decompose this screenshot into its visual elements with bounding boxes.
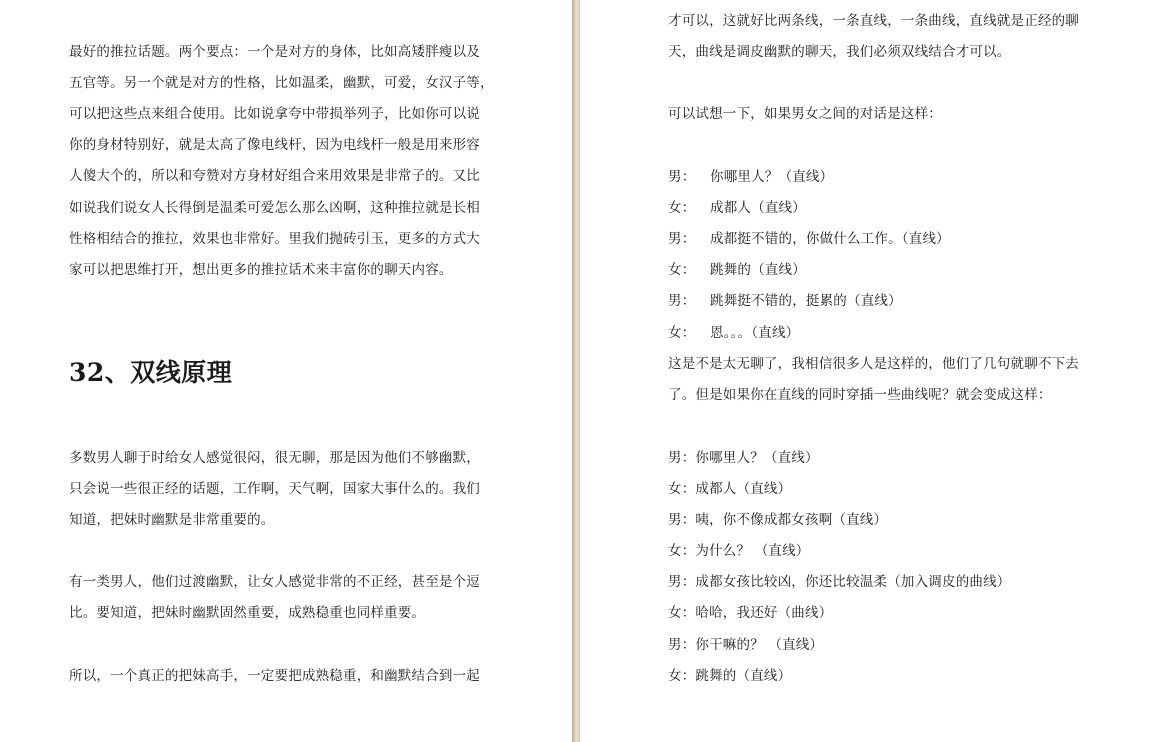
body-text-line: 只会说一些很正经的话题，工作啊，天气啊，国家大事什么的。我们 xyxy=(69,481,480,497)
dialogue-line xyxy=(668,260,806,280)
dialogue-line: 男：成都女孩比较凶，你还比较温柔（加入调皮的曲线） xyxy=(668,574,1011,590)
dialogue-line: 男：你干嘛的？ （直线） xyxy=(668,637,824,653)
dialogue-text: 恩。。。（直线） xyxy=(710,325,800,341)
body-text-line: 知道，把妹时幽默是非常重要的。 xyxy=(69,512,275,528)
body-text-line: 有一类男人，他们过渡幽默，让女人感觉非常的不正经，甚至是个逗 xyxy=(69,574,480,590)
body-text-line: 最好的推拉话题。两个要点：一个是对方的身体，比如高矮胖瘦以及 xyxy=(69,44,480,60)
dialogue-line: 女：为什么？ （直线） xyxy=(668,543,810,559)
dialogue-line xyxy=(668,167,833,187)
dialogue-line xyxy=(668,198,806,218)
dialogue-line: 女：哈哈，我还好（曲线） xyxy=(668,605,833,621)
left-page xyxy=(0,0,572,742)
speaker-label: 女： xyxy=(668,200,696,216)
body-text-line: 多数男人聊于时给女人感觉很闷，很无聊，那是因为他们不够幽默， xyxy=(69,450,480,466)
body-text-line: 家可以把思维打开，想出更多的推拉话术来丰富你的聊天内容。 xyxy=(69,262,453,278)
body-text-line: 天，曲线是调皮幽默的聊天，我们必须双线结合才可以。 xyxy=(668,44,1011,60)
body-text-line: 人傻大个的，所以和夸赞对方身材好组合来用效果是非常子的。又比 xyxy=(69,168,480,184)
book-spine xyxy=(572,0,580,742)
section-heading: 32、双线原理 xyxy=(69,358,233,387)
dialogue-line: 女：跳舞的（直线） xyxy=(668,668,792,684)
right-page xyxy=(580,0,1168,742)
body-text-line: 比。要知道，把妹时幽默固然重要，成熟稳重也同样重要。 xyxy=(69,605,426,621)
body-text-line: 如说我们说女人长得倒是温柔可爱怎么那么凶啊，这种推拉就是长相 xyxy=(69,200,480,216)
speaker-label: 女： xyxy=(668,262,696,278)
dialogue-text: 成都挺不错的，你做什么工作。（直线） xyxy=(710,231,950,247)
body-text-line: 才可以，这就好比两条线，一条直线，一条曲线，直线就是正经的聊 xyxy=(668,13,1079,29)
dialogue-line: 男：你哪里人？（直线） xyxy=(668,450,819,466)
body-text-line: 所以，一个真正的把妹高手，一定要把成熟稳重，和幽默结合到一起 xyxy=(69,668,480,684)
dialogue-line: 女：成都人（直线） xyxy=(668,481,792,497)
speaker-label: 男： xyxy=(668,293,696,309)
dialogue-line xyxy=(668,323,799,343)
body-text-line: 性格相结合的推拉，效果也非常好。里我们抛砖引玉，更多的方式大 xyxy=(69,231,480,247)
speaker-label: 男： xyxy=(668,169,696,185)
dialogue-text: 你哪里人？（直线） xyxy=(710,169,834,185)
dialogue-text: 跳舞挺不错的，挺累的（直线） xyxy=(710,293,902,309)
dialogue-line xyxy=(668,229,950,249)
dialogue-text: 跳舞的（直线） xyxy=(710,262,806,278)
body-text-line: 可以把这些点来组合使用。比如说拿夸中带损举列子，比如你可以说 xyxy=(69,106,480,122)
dialogue-line xyxy=(668,291,902,311)
body-text-line: 你的身材特别好，就是太高了像电线杆，因为电线杆一般是用来形容 xyxy=(69,137,480,153)
speaker-label: 男： xyxy=(668,231,696,247)
dialogue-text: 成都人（直线） xyxy=(710,200,806,216)
body-text-line: 了。但是如果你在直线的同时穿插一些曲线呢？就会变成这样： xyxy=(668,387,1052,403)
body-text-line: 这是不是太无聊了，我相信很多人是这样的，他们了几句就聊不下去 xyxy=(668,356,1079,372)
dialogue-line: 男：咦，你不像成都女孩啊（直线） xyxy=(668,512,888,528)
body-text-line: 五官等。另一个就是对方的性格，比如温柔，幽默，可爱，女汉子等， xyxy=(69,75,494,91)
body-text-line: 可以试想一下，如果男女之间的对话是这样： xyxy=(668,106,942,122)
speaker-label: 女： xyxy=(668,325,696,341)
